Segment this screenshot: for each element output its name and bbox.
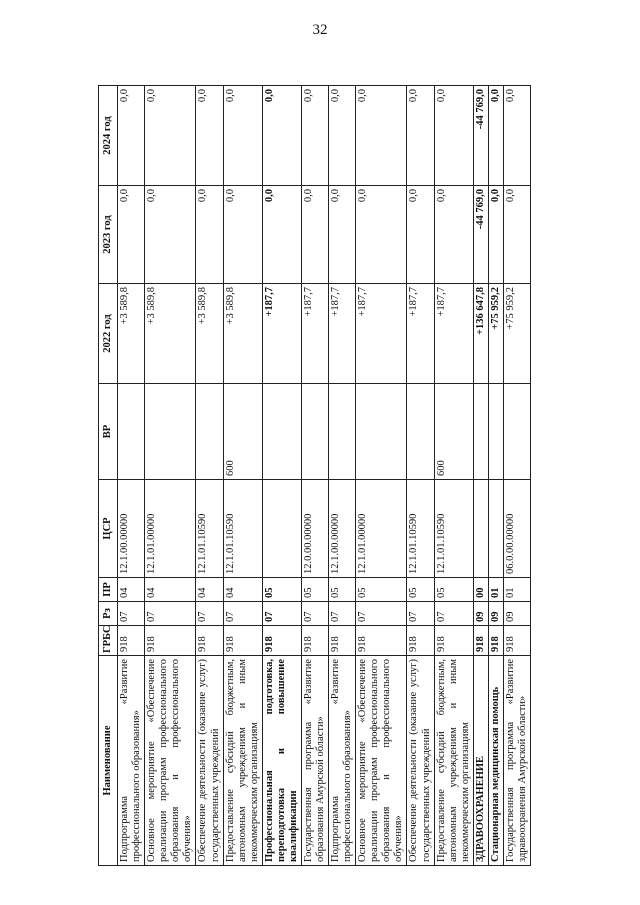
cell-grbs: 918 [407,626,434,656]
table-row [434,86,473,866]
cell-grbs: 918 [262,626,301,656]
table-row [329,86,356,866]
cell-pr: 01 [488,578,503,602]
cell-2024: 0,0 [329,86,356,186]
cell-pr: 05 [262,578,301,602]
cell-2022: +187,7 [301,284,328,384]
cell-grbs: 918 [145,626,196,656]
cell-2023: 0,0 [407,186,434,284]
header-name: Наименование [99,656,118,866]
cell-2022: +3 589,8 [196,284,223,384]
cell-2024: 0,0 [301,86,328,186]
cell-grbs: 918 [488,626,503,656]
cell-2022: +3 589,8 [118,284,145,384]
cell-vr [262,384,301,480]
cell-2023: 0,0 [196,186,223,284]
table-row [262,86,301,866]
cell-csr: 12.1.01.10590 [407,480,434,578]
cell-csr [473,480,488,578]
cell-2023: 0,0 [262,186,301,284]
cell-pr: 05 [329,578,356,602]
cell-csr: 06.0.00.00000 [503,480,530,578]
header-grbs: ГРБС [99,626,118,656]
cell-rz: 07 [223,602,262,626]
table-row [488,86,503,866]
cell-2024: 0,0 [488,86,503,186]
cell-name: Предоставление субсидий бюджетным, автономным учреждениям и иным некоммерческим организациям [434,656,473,866]
table-header-row [99,86,118,866]
table-row [356,86,407,866]
cell-pr: 01 [503,578,530,602]
cell-rz: 07 [196,602,223,626]
table-row [473,86,488,866]
cell-grbs: 918 [118,626,145,656]
cell-vr: 600 [434,384,473,480]
cell-rz: 07 [262,602,301,626]
cell-rz: 09 [503,602,530,626]
cell-rz: 07 [434,602,473,626]
cell-csr: 12.1.01.10590 [434,480,473,578]
cell-csr: 12.1.01.10590 [223,480,262,578]
cell-rz: 07 [301,602,328,626]
cell-2024: 0,0 [196,86,223,186]
cell-2024: 0,0 [262,86,301,186]
cell-2023: -44 769,0 [473,186,488,284]
cell-grbs: 918 [301,626,328,656]
cell-2024: 0,0 [407,86,434,186]
cell-vr [329,384,356,480]
cell-vr: 600 [223,384,262,480]
cell-rz: 09 [488,602,503,626]
cell-vr [145,384,196,480]
cell-vr [503,384,530,480]
cell-name: Государственная программа «Развитие здравоохранения Амурской области» [503,656,530,866]
cell-csr: 12.1.00.00000 [118,480,145,578]
cell-csr: 12.1.01.10590 [196,480,223,578]
cell-name: Обеспечение деятельности (оказание услуг) государственных учреждений [196,656,223,866]
table-row [503,86,530,866]
cell-name: Основное мероприятие «Обеспечение реализации программ профессионального образования и профессионального обучения» [145,656,196,866]
cell-2022: +187,7 [407,284,434,384]
cell-grbs: 918 [329,626,356,656]
cell-2022: +187,7 [356,284,407,384]
cell-vr [488,384,503,480]
cell-pr: 05 [301,578,328,602]
budget-table [98,85,531,866]
cell-vr [301,384,328,480]
table-row [407,86,434,866]
cell-grbs: 918 [503,626,530,656]
cell-vr [196,384,223,480]
cell-pr: 04 [223,578,262,602]
cell-2023: 0,0 [488,186,503,284]
cell-csr: 12.0.00.00000 [301,480,328,578]
cell-2024: 0,0 [118,86,145,186]
cell-2023: 0,0 [301,186,328,284]
table-row [223,86,262,866]
cell-2024: 0,0 [434,86,473,186]
cell-name: ЗДРАВООХРАНЕНИЕ [473,656,488,866]
cell-csr: 12.1.01.00000 [356,480,407,578]
cell-2022: +187,7 [262,284,301,384]
cell-pr: 05 [356,578,407,602]
header-2023: 2023 год [99,186,118,284]
cell-vr [356,384,407,480]
cell-2022: +75 959,2 [503,284,530,384]
cell-name: Подпрограмма «Развитие профессионального образования» [329,656,356,866]
cell-pr: 00 [473,578,488,602]
cell-grbs: 918 [196,626,223,656]
cell-rz: 07 [407,602,434,626]
header-rz: Рз [99,602,118,626]
cell-2024: 0,0 [356,86,407,186]
table-row [196,86,223,866]
cell-name: Обеспечение деятельности (оказание услуг) государственных учреждений [407,656,434,866]
cell-2024: 0,0 [223,86,262,186]
cell-2024: 0,0 [145,86,196,186]
budget-table-container [98,86,562,866]
header-pr: ПР [99,578,118,602]
cell-rz: 07 [118,602,145,626]
cell-rz: 07 [145,602,196,626]
cell-rz: 07 [356,602,407,626]
table-row [145,86,196,866]
table-row [118,86,145,866]
cell-pr: 05 [407,578,434,602]
cell-name: Государственная программа «Развитие образования Амурской области» [301,656,328,866]
header-2024: 2024 год [99,86,118,186]
cell-vr [118,384,145,480]
page-number: 32 [312,22,328,38]
cell-2022: +187,7 [434,284,473,384]
cell-2024: 0,0 [503,86,530,186]
header-2022: 2022 год [99,284,118,384]
cell-2023: 0,0 [503,186,530,284]
cell-pr: 04 [145,578,196,602]
cell-rz: 07 [329,602,356,626]
table-body [118,86,531,866]
cell-grbs: 918 [473,626,488,656]
cell-grbs: 918 [356,626,407,656]
cell-name: Стационарная медицинская помощь [488,656,503,866]
cell-grbs: 918 [434,626,473,656]
cell-2023: 0,0 [145,186,196,284]
cell-2024: -44 769,0 [473,86,488,186]
cell-2022: +3 589,8 [223,284,262,384]
cell-2023: 0,0 [223,186,262,284]
header-vr: ВР [99,384,118,480]
cell-pr: 05 [434,578,473,602]
cell-2023: 0,0 [118,186,145,284]
table-row [301,86,328,866]
cell-csr: 12.1.01.00000 [145,480,196,578]
cell-2023: 0,0 [356,186,407,284]
header-csr: ЦСР [99,480,118,578]
cell-csr [262,480,301,578]
cell-pr: 04 [196,578,223,602]
cell-vr [473,384,488,480]
cell-name: Основное мероприятие «Обеспечение реализации программ профессионального образования и профессионального обучения» [356,656,407,866]
cell-grbs: 918 [223,626,262,656]
cell-csr: 12.1.00.00000 [329,480,356,578]
cell-name: Профессиональная подготовка, переподготовка и повышение квалификации [262,656,301,866]
cell-pr: 04 [118,578,145,602]
cell-2023: 0,0 [329,186,356,284]
cell-csr [488,480,503,578]
cell-2022: +187,7 [329,284,356,384]
cell-rz: 09 [473,602,488,626]
cell-2022: +75 959,2 [488,284,503,384]
cell-name: Подпрограмма «Развитие профессионального образования» [118,656,145,866]
cell-vr [407,384,434,480]
cell-2022: +3 589,8 [145,284,196,384]
cell-2023: 0,0 [434,186,473,284]
cell-2022: +136 647,8 [473,284,488,384]
cell-name: Предоставление субсидий бюджетным, автономным учреждениям и иным некоммерческим организациям [223,656,262,866]
